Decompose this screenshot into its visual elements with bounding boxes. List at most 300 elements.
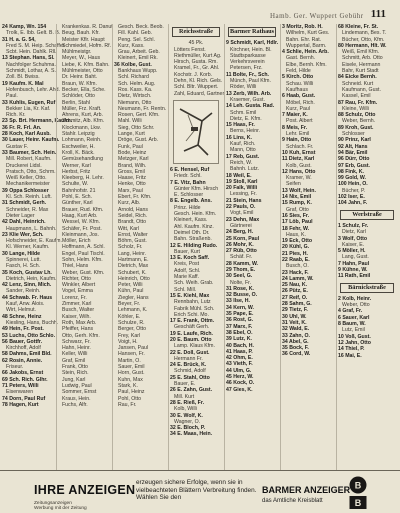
directory-entry: Peng. Sel. Schl.	[118, 36, 155, 43]
directory-entry: 19 Kaufm. K. Mal	[2, 80, 44, 87]
directory-entry: 33 Kuhlis, Eugen, Ruf	[2, 99, 56, 106]
column-6	[282, 24, 334, 470]
directory-entry: 104 Jahn, F.	[338, 200, 368, 207]
street-heading: Bärnickstraße	[340, 283, 394, 293]
directory-entry: Berger, Otto	[118, 326, 146, 333]
directory-entry: 31 Veit, K.	[282, 319, 307, 326]
directory-entry: Frank, Otto	[62, 364, 88, 371]
directory-entry: Dietz, Karl	[342, 229, 366, 236]
directory-entry: Schneider, R. Max	[6, 206, 49, 213]
directory-entry: 71 Peters, Willi	[2, 382, 39, 389]
directory-entry: Günter Kfm. Hirsch	[174, 185, 219, 192]
directory-entry: 30 Seel, G.	[226, 273, 253, 280]
directory-entry: 17 Löb, Paul	[282, 219, 313, 226]
directory-entry: Haupmann, L. Bahnh.	[6, 225, 57, 232]
directory-entry: 42 Ohm, E.	[226, 355, 253, 362]
directory-entry: 78 Hagen, Kurt	[2, 401, 39, 408]
directory-entry: Liebe, K. Kfm. Bahn.	[62, 61, 110, 68]
directory-entry: 31 Rose, K.	[226, 285, 254, 292]
directory-entry: 9 Hain, Otto	[282, 137, 312, 144]
directory-entry: Möbel, Rich.	[286, 99, 315, 106]
directory-entry: Dietz, E. Kfm.	[230, 115, 262, 122]
directory-entry: 58 Dahms, Emil Bld.	[2, 351, 52, 358]
directory-entry: Witt, Karl	[118, 225, 140, 232]
directory-entry: Bankhaus Wupp.	[118, 68, 158, 75]
directory-entry: 24 Berg, H.	[226, 229, 254, 236]
directory-entry: Ziegler, Hans	[118, 294, 149, 301]
directory-entry: Hirsch, Gusta. Rm.	[174, 59, 218, 66]
directory-entry: Lang, Heinr.	[118, 250, 146, 257]
directory-entry: Sch. Helm. Aug.	[118, 80, 156, 87]
directory-entry: Kassel, Emil	[342, 93, 371, 100]
directory-entry: Schmid, Adolf	[174, 368, 206, 375]
directory-entry: Braun, W. Kfm.	[62, 80, 97, 87]
directory-entry: E. Schlosser	[174, 192, 204, 199]
directory-entry: Graf, Otto	[286, 206, 309, 213]
directory-entry: Ernst, Walter	[118, 231, 148, 238]
directory-entry: 36 Cord, W.	[282, 351, 311, 358]
directory-entry: Kleeberg, H. Lehr.	[62, 175, 104, 182]
directory-entry: Münch, Paul Kfm.	[230, 78, 271, 85]
directory-entry: Frey, Karl	[118, 332, 141, 339]
column-3	[114, 24, 166, 470]
directory-entry: 18 Fehr, W.	[282, 225, 310, 232]
directory-entry: Kraemer, Gust.	[230, 96, 265, 103]
directory-entry: Krankenkas. R. Danut	[62, 24, 113, 30]
directory-entry: 36 Rost, G.	[226, 317, 254, 324]
directory-entry: Weiß Keller, Otto.	[6, 175, 47, 182]
directory-entry: 89 Kroh, Gust.	[338, 124, 374, 131]
directory-entry: Fuchs, Alfr.	[62, 401, 88, 408]
directory-entry: Geschäft Gerh.	[174, 324, 210, 331]
directory-entry: Wirt, Helmut.	[6, 307, 36, 314]
directory-entry: Gustav F.	[6, 143, 28, 150]
directory-entry: 15 Rump, K.	[282, 200, 312, 207]
directory-entry: 19 E. Laufe, Rich.	[170, 330, 213, 337]
directory-entry: Kochstr. J. Korb.	[174, 71, 213, 78]
directory-entry: Engel, Paul Tischl.	[62, 250, 105, 257]
directory-entry: Dröge, Gust. Arb.	[118, 137, 159, 144]
directory-entry: Röder, Willi	[230, 84, 257, 91]
directory-entry: 44 Ulm, G.	[226, 367, 252, 374]
directory-entry: Sieg, Otto Schr.	[118, 124, 155, 131]
column-rule	[336, 24, 337, 470]
directory-entry: Stark, K.	[118, 382, 138, 389]
directory-entry: 42 Lenz, Sinn, Mich.	[2, 282, 52, 289]
directory-entry: Schmiedel, Hofm. Rf.	[62, 42, 112, 49]
directory-entry: 80 Hermann, Hlt. W.	[338, 42, 387, 49]
directory-entry: Marie Kaff.	[174, 274, 199, 281]
column-rule	[168, 24, 169, 470]
directory-entry: Brauer, Rud. Kfm.	[62, 206, 104, 213]
directory-entry: Dietz, Wirtsch.	[118, 93, 152, 100]
directory-entry: Deimel Oth. Dr.	[174, 229, 210, 236]
directory-entry: 34 Abel, G.	[282, 338, 309, 345]
directory-entry: Bahnh. Lutz.	[230, 166, 260, 173]
directory-entry: Weber, Gust. Kfm.	[62, 269, 105, 276]
directory-entry: Becker, Ella, Sche.	[62, 86, 106, 93]
directory-entry: 39 Lutz, K.	[226, 336, 252, 343]
directory-entry: Kiesling, Hans, Buchh.	[6, 319, 59, 326]
directory-entry: 15 E. Kiehl, Max	[170, 292, 210, 299]
directory-entry: 8 Baum, W.	[338, 321, 366, 328]
svg-text:B: B	[354, 498, 362, 508]
directory-entry: Schulte, W.	[62, 181, 89, 188]
directory-entry: Mill. Kurt	[174, 393, 195, 400]
directory-entry: 17 Reb, Gust.	[226, 153, 260, 160]
directory-entry: Dietrich, Max	[118, 263, 149, 270]
directory-entry: 3 Wolf, Otto	[338, 235, 368, 242]
directory-entry: Zimmer, Karl	[62, 301, 92, 308]
directory-entry: Schmitt, Arb. Otto	[342, 55, 383, 62]
directory-entry: Martin, O.	[118, 357, 141, 364]
directory-entry: 24 Lamm, W.	[282, 275, 314, 282]
directory-entry: Pratsch, Otto, Schrm.	[6, 168, 56, 175]
directory-entry: Kurz, Paul	[286, 105, 310, 112]
directory-entry: Schl. Richard	[118, 74, 149, 81]
directory-entry: Arnold, Hans	[118, 206, 148, 213]
directory-entry: 30 Lange, Hilde	[2, 250, 41, 257]
directory-entry: Eschweiler, H.	[62, 143, 95, 150]
running-head: Hamb. Ger. Wuppert Gebühr	[270, 12, 364, 20]
column-4	[170, 24, 225, 470]
directory-entry: Müller, Frz. Kraft.	[62, 105, 102, 112]
directory-entry: Wessel, W. Kfm.	[62, 219, 100, 226]
directory-entry: Pohl, Otto	[118, 395, 142, 402]
directory-entry: 84 Eicke Bernh.	[338, 74, 377, 81]
directory-entry: Lohmann, Reinh.	[62, 137, 102, 144]
directory-entry: 33 Baumer, Sch. Hein.	[2, 149, 57, 156]
directory-entry: Bekker Lia, Kr. Kaf.	[6, 105, 51, 112]
directory-entry: Dehn, Kl. Rich. Gels.	[174, 78, 223, 85]
directory-entry: Kauf, Anw. Alois.	[6, 301, 45, 308]
directory-entry: 28 Sahm, G.	[282, 301, 312, 308]
directory-entry: Nachfolger Schuhma.	[6, 61, 56, 68]
directory-entry: Weiß, Emil Kfm.	[342, 49, 380, 56]
directory-entry: 16 Lins, K.	[226, 134, 252, 141]
directory-entry: Beug, Bauh. Kfr.	[62, 30, 100, 37]
directory-entry: Bode, Heinz	[118, 149, 147, 156]
column-2	[58, 24, 113, 470]
directory-entry: Hermann Fr.	[174, 355, 203, 362]
directory-entry: Bahr, Kurt Stadt	[342, 68, 379, 75]
directory-entry: Rennbahn, Lutz	[174, 299, 211, 306]
directory-entry: Klockmann, Lkw.	[62, 124, 101, 131]
directory-entry: Henke, Otto	[118, 181, 146, 188]
directory-entry: Bücher, Otto, Kfm.	[342, 36, 385, 43]
directory-entry: Voigt, H.	[118, 338, 138, 345]
street-heading: Barmer Rathaus	[228, 27, 276, 37]
column-rule	[224, 24, 225, 470]
directory-entry: Gast. Bernh.	[286, 55, 316, 62]
directory-entry: 44 Schwab. Fr. Haus	[2, 294, 53, 301]
directory-entry: Keller, Willi	[62, 351, 88, 358]
directory-entry: Kramer, W.	[286, 175, 312, 182]
directory-columns	[2, 24, 396, 470]
directory-entry: Schubert, K.	[118, 269, 147, 276]
directory-entry: 10 Kuh, Ernst	[282, 149, 316, 156]
directory-entry: Eisenwaren	[6, 389, 34, 396]
directory-entry: 24 E. Brück, K.	[170, 362, 207, 369]
directory-entry: 34 E. Maas, Hein.	[170, 431, 213, 438]
directory-entry: 23 Hack, F.	[282, 269, 309, 276]
directory-entry: Günther, Karl	[62, 200, 93, 207]
directory-entry: Rau, Fr.	[118, 401, 137, 408]
directory-entry: 36 Kolbe, Gust.	[114, 61, 152, 68]
directory-entry: Mann, Otto	[230, 147, 256, 154]
directory-entry: 32 E. Bloch, P.	[170, 425, 206, 432]
directory-entry: 53 Luchs, Otto Schlo.	[2, 332, 56, 339]
directory-entry: Sch. Weih. Grab.	[174, 280, 214, 287]
directory-entry: Bahn. Ehr. Rat.	[286, 36, 322, 43]
directory-entry: 14 Nix, Emil	[282, 194, 312, 201]
directory-entry: Beyer, Fr.	[118, 301, 141, 308]
directory-entry: Möller, Erich	[62, 238, 91, 245]
directory-entry: 30 Uhl, W.	[282, 313, 307, 320]
directory-entry: Thiel, Hans	[62, 263, 89, 270]
directory-entry: 33 Ilse, H.	[226, 298, 250, 305]
directory-entry: Heinrich, Otto	[118, 275, 150, 282]
directory-entry: Kühn, Paul	[118, 288, 144, 295]
column-7	[338, 24, 396, 470]
directory-entry: 35 Bock, F.	[282, 345, 309, 352]
directory-entry: Peter, Willi	[118, 282, 143, 289]
directory-entry: Brandt, Otto	[118, 219, 146, 226]
directory-entry: Busch, Walter	[62, 307, 95, 314]
directory-entry: 62 Rosin, Annie.	[2, 357, 43, 364]
directory-entry: Fabrik Mühl. Sch.	[174, 305, 215, 312]
directory-entry: 29 Tietz, F.	[282, 307, 308, 314]
directory-entry: Meyer, W., Haus	[62, 55, 101, 62]
directory-entry: Pohl, E. Sch.	[62, 194, 92, 201]
directory-entry: 13 E. Koch Saff.	[170, 255, 210, 262]
directory-entry: Haus, K.	[286, 231, 306, 238]
directory-entry: 43 Vieth, F.	[226, 361, 253, 368]
ad-title: IHRE ANZEIGEN	[34, 483, 136, 497]
directory-entry: 19 Eck, Otto	[282, 238, 312, 245]
directory-entry: Lehr. Emil	[286, 131, 310, 138]
directory-entry: 13 Wolf, Hein.	[282, 187, 316, 194]
directory-entry: 69 Sch. Rich. Glhr.	[2, 376, 48, 383]
svg-text:B: B	[354, 480, 362, 491]
directory-entry: Stadtsparkasse	[230, 52, 266, 59]
directory-entry: Lang, Gust.	[342, 254, 369, 261]
directory-entry: 23 Sp. Brt. Hermann, Kaufm.	[2, 118, 73, 125]
directory-entry: Graf, Emil	[62, 357, 86, 364]
directory-entry: Haag, Kurt Arb.	[62, 212, 98, 219]
directory-entry: Schlosser	[342, 131, 365, 138]
directory-entry: Zoll. Bl. Bwiss.	[6, 74, 40, 81]
directory-entry: 96 Dürr, Otto	[338, 156, 370, 163]
directory-entry: Riethmüller, Kurt Ag.	[174, 52, 222, 59]
directory-entry: Kraus, Hein.	[62, 395, 91, 402]
directory-entry: Ahrens, Kurt, Arb.	[62, 112, 103, 119]
directory-entry: 23 Klie Wer, Sch.	[2, 231, 44, 238]
directory-entry: 10 Voß, Gust.	[338, 333, 371, 340]
ad-small-line: Werbung mit der Zeitung	[34, 506, 87, 512]
directory-entry: Kolb, Gust.	[286, 162, 312, 169]
directory-entry: Herbst, Fritz	[62, 168, 91, 175]
directory-entry: Mahl. Willi	[118, 118, 142, 125]
directory-entry: Sohn, Helm. Kfm.	[62, 256, 103, 263]
directory-entry: 30 E. Wolf, K.	[170, 412, 203, 419]
directory-entry: Kirchner, Hein. Bl.	[230, 46, 272, 53]
directory-entry: 99 Gold, W.	[338, 175, 366, 182]
directory-entry: Bauer, Kurt	[174, 248, 200, 255]
directory-entry: Kroll, K. Bäck.	[62, 149, 95, 156]
directory-entry: 29 Thom, E.	[226, 266, 256, 273]
directory-entry: Kuhn, Max	[118, 376, 143, 383]
directory-entry: Bahnhofstr. 21	[62, 187, 96, 194]
directory-entry: 66 Jakobs, Ernst	[2, 370, 44, 377]
directory-entry: Nolte, Fr.	[230, 279, 252, 286]
directory-entry: 41 Haas, P.	[226, 348, 253, 355]
directory-entry: 40 Bach, H.	[226, 342, 254, 349]
directory-entry: Kleine, Willi	[342, 105, 369, 112]
directory-entry: 14 Leh. Gusta. Rad.	[226, 103, 275, 110]
directory-entry: Kaiser, Wilh.	[62, 313, 91, 320]
directory-entry: 22 E. Doll, Gust.	[170, 349, 210, 356]
directory-entry: 31 H. a. G. 54,	[2, 36, 36, 43]
directory-entry: Kleinert, Emil Rk.	[118, 55, 158, 62]
directory-entry: Schulze, R.	[118, 319, 145, 326]
directory-entry: Schlach. Fr.	[286, 143, 314, 150]
directory-entry: Jung, Karl	[62, 376, 86, 383]
directory-entry: Hoffmann, A. Schl.	[62, 244, 105, 251]
directory-entry: Sander, Reinh.	[6, 288, 41, 295]
directory-entry: 19 Stoll, Karl	[226, 178, 258, 185]
directory-entry: Schwarz, Fr.	[62, 338, 91, 345]
directory-entry: Seifen	[286, 181, 301, 188]
page-number: 111	[370, 8, 386, 20]
directory-entry: Hofschneider, E. Kaufm.	[6, 238, 62, 245]
directory-entry: Lehmann, K.	[118, 307, 148, 314]
directory-entry: Lessing, Fr.	[230, 191, 257, 198]
directory-entry: 26 Mohr, K.	[226, 241, 254, 248]
directory-entry: Schneid. Kurt	[342, 80, 374, 87]
directory-entry: Erich Schi. Mo.	[174, 311, 209, 318]
directory-entry: 37 Marx, F.	[226, 323, 253, 330]
directory-entry: 25 E. Stahl, Otto	[170, 374, 210, 381]
directory-entry: Petersen, Frz.	[230, 65, 263, 72]
directory-entry: 7 Hahn, Paul	[338, 260, 370, 267]
page-header	[0, 8, 390, 24]
directory-entry: Lorenz, Fr.	[62, 294, 87, 301]
directory-entry: 27 Reif, O.	[282, 294, 308, 301]
directory-entry: Stein, Rich.	[62, 370, 89, 377]
directory-entry: Kl. Werner, Kaufm.	[6, 244, 50, 251]
directory-entry: Druckerei Lidsl.	[6, 162, 42, 169]
directory-entry: Kaufhaus	[286, 86, 308, 93]
directory-entry: 11 Bolte, Fr., Sch.	[226, 71, 269, 78]
directory-entry: Kleinmann, Jos.	[62, 231, 99, 238]
directory-entry: 21 Pies, H.	[282, 250, 308, 257]
directory-entry: 6 Haab, Gust.	[282, 93, 316, 100]
newspaper-logo-icon	[348, 476, 368, 510]
directory-entry: 25 Nau, K.	[282, 282, 308, 289]
directory-entry: Hofenbusch, Lehr. Ahd.	[6, 86, 60, 93]
directory-entry: Brand, Wilh.	[118, 162, 147, 169]
directory-entry: Weber, Otto	[342, 302, 370, 309]
directory-entry: Funk, Paul	[118, 143, 143, 150]
directory-entry: 100 Hein, O.	[338, 181, 368, 188]
ad-brand: BARMER ANZEIGER	[262, 485, 351, 495]
directory-entry: 15 Haas, Fr.	[226, 122, 255, 129]
directory-entry: 4 Schlie, Hein. Arb.	[282, 49, 329, 56]
directory-entry: Metzger, Karl	[118, 156, 149, 163]
directory-entry: 26 E. Zahn, Gust.	[170, 387, 213, 394]
directory-entry: Kirchhoff, Adolf	[6, 345, 41, 352]
directory-entry: Ros. Kass. Ka.	[118, 86, 153, 93]
directory-entry: 27 Rüb, Otto	[226, 248, 257, 255]
directory-entry: Schmitz, Alb. Kfm.	[62, 118, 105, 125]
directory-entry: 6 Sauer, Karl	[338, 314, 370, 321]
directory-entry: Reich, W.	[230, 159, 253, 166]
directory-entry: 92 Alt, Hans	[338, 143, 368, 150]
directory-entry: Feld, Hilde	[286, 68, 311, 75]
directory-entry: Dieter Lager	[6, 212, 35, 219]
directory-entry: 20 Falk, Willi	[226, 185, 258, 192]
directory-entry: Post. Albert	[286, 118, 313, 125]
directory-entry: 49 Hein, Fr. Post.	[2, 326, 44, 333]
directory-entry: 39 Oppa Schlosser	[2, 187, 49, 194]
directory-entry: Scbt. Hein. Dahlk. Rll.	[6, 49, 57, 56]
directory-entry: Kramel, Fr., Gr. Ahl.	[174, 65, 220, 72]
directory-entry: 45 Herz, W.	[226, 374, 254, 381]
directory-entry: Schl. Mill.	[174, 286, 197, 293]
street-heading: Werlstraße	[340, 210, 394, 220]
directory-entry: 33 Zahn, O.	[282, 332, 310, 339]
directory-entry: 35 Koch, Gustav Lh.	[2, 269, 52, 276]
directory-entry: Verkehrsverein	[230, 59, 265, 66]
directory-entry: 24 Kamp, Wn. 154	[2, 24, 47, 30]
directory-entry: Adolf, Schl.	[174, 267, 201, 274]
directory-entry: 8 Meis, Fr.	[282, 124, 308, 131]
directory-entry: Schm. Emil	[230, 109, 257, 116]
directory-entry: Paul.	[6, 93, 18, 100]
directory-entry: Friseur.	[6, 364, 24, 371]
ad-small-line: Zeitungsanzeigen	[34, 501, 72, 506]
directory-entry: 28 Kamm, W.	[226, 260, 259, 267]
directory-entry: 46 Kock, O.	[226, 380, 255, 387]
directory-entry: 8 E. Engelb. Ans.	[170, 198, 212, 205]
directory-entry: 32 Busse, O.	[226, 292, 258, 299]
directory-entry: 25 Korn, Paul	[226, 235, 260, 242]
ad-small-print	[34, 501, 87, 512]
directory-entry: 28 E. Rieß, Fr.	[170, 399, 205, 406]
directory-entry: Lutz, Emil	[342, 327, 365, 334]
directory-entry: Pfeiffer, Hans	[62, 326, 94, 333]
directory-entry: 32 Wald, E.	[282, 326, 310, 333]
directory-entry: Ahl. Kaufm. Kinz.	[174, 223, 214, 230]
directory-entry: 22 Raab, E.	[282, 256, 310, 263]
directory-entry: 16 Sies, Fr.	[282, 212, 310, 219]
directory-entry: 31 Schmidt, Gerh.	[2, 200, 47, 207]
directory-entry: 88 Schulz, Otto	[338, 112, 376, 119]
directory-entry: Kaiser, E.	[342, 241, 365, 248]
directory-entry: Schmidt, Lothar, A. S.	[6, 68, 56, 75]
directory-entry: 6 E. Hensel, Ruf	[170, 166, 210, 173]
directory-entry: Lange, Kurt	[118, 131, 145, 138]
directory-entry: Lötters Fenst.	[174, 46, 206, 53]
directory-entry: 36 Fr. R. Frl. An.	[2, 124, 42, 131]
directory-entry: Weber, Bernh.	[342, 118, 376, 125]
directory-entry: 11 Dietz, Karl	[282, 156, 315, 163]
directory-entry: 5 Möller, H.	[338, 248, 366, 255]
directory-entry: Friedr. Schl.	[174, 173, 202, 180]
directory-entry: 98 Fink, K.	[338, 168, 364, 175]
directory-entry: Kl. Sch. Reinh. Luft.	[6, 194, 52, 201]
